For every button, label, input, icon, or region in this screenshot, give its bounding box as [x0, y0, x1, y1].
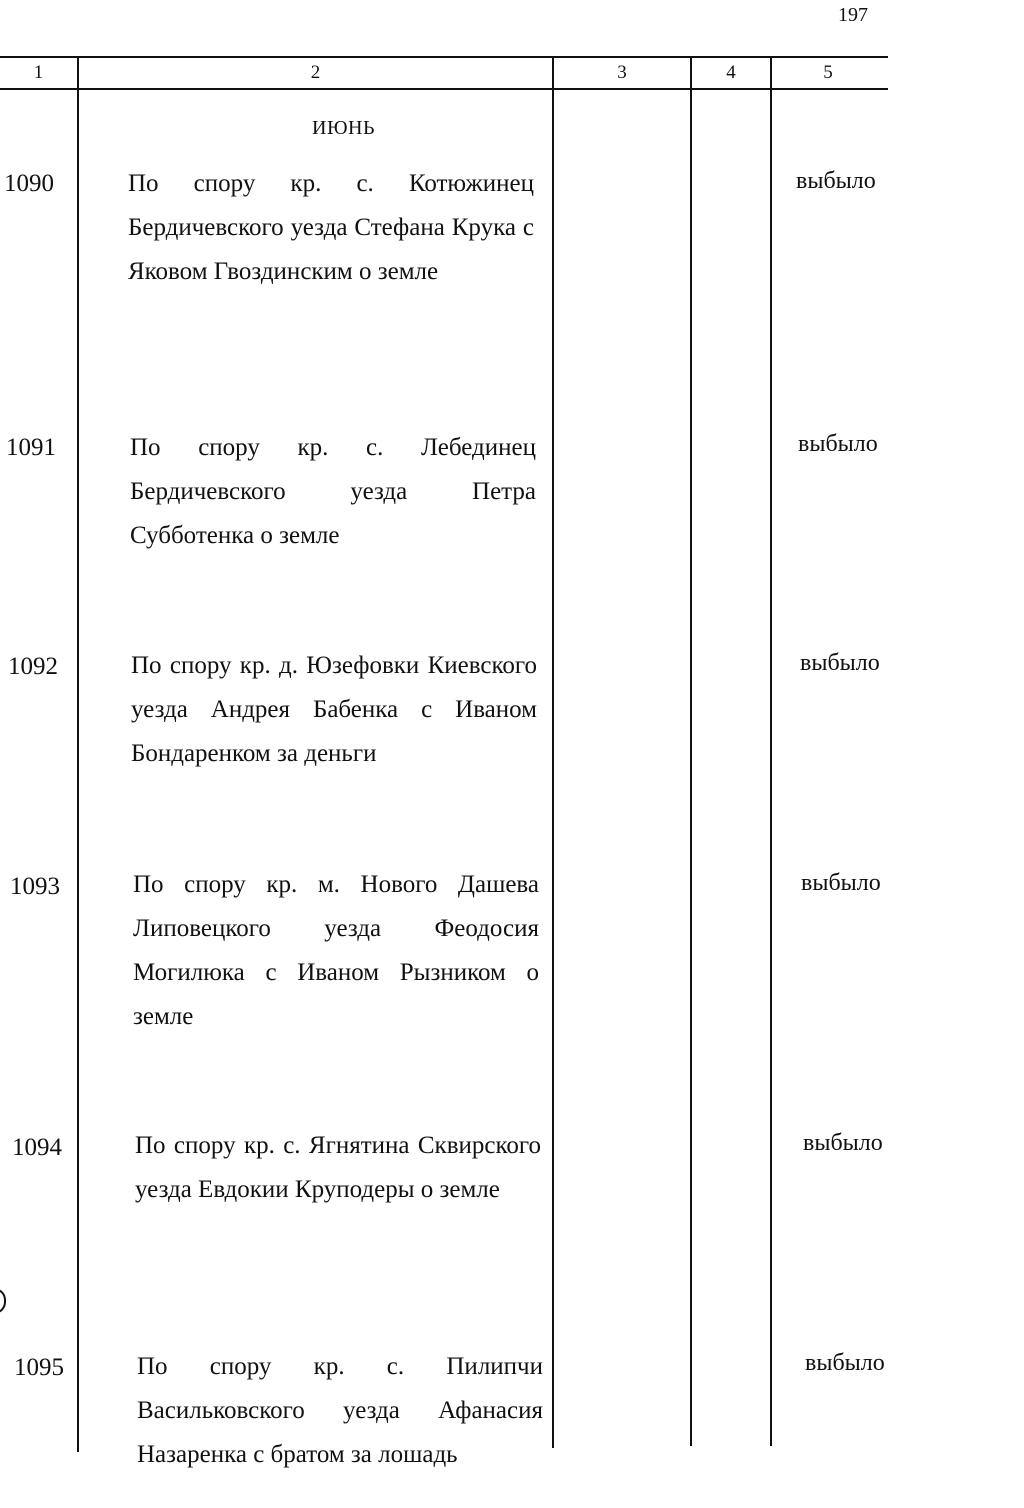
column-header-5: 5: [823, 62, 833, 83]
entry-number: 1092: [8, 653, 58, 680]
entry-status: выбыло: [798, 431, 878, 457]
entry-description: По спору кр. с. Пилипчи Васильковского уезда Афанасия Назаренка с братом за лошадь: [137, 1353, 543, 1468]
column-header-2: 2: [310, 62, 321, 83]
entry-description: По спору кр. с. Котюжинец Бердичевского уезда Стефана Крука с Яковом Гвоздинским о земле: [128, 170, 534, 285]
entry-description: По спору кр. с. Ягнятина Сквирского уезда Евдокии Круподеры о земле: [135, 1132, 541, 1203]
entry-description: По спору кр. с. Лебединец Бердичевского уезда Петра Субботенка о земле: [130, 434, 536, 549]
entry-description: По спору кр. м. Нового Дашева Липовецкого уезда Феодосия Могилюка с Иваном Рызником о земле: [133, 871, 539, 1030]
entry-status: выбыло: [801, 870, 881, 896]
column-divider-1: [77, 56, 79, 1452]
column-divider-3: [690, 56, 692, 1446]
entry-status: выбыло: [796, 168, 876, 194]
column-divider-4: [770, 56, 772, 1446]
column-header-3: 3: [617, 62, 627, 83]
entry-status: выбыло: [803, 1130, 883, 1156]
table-top-rule: [0, 56, 888, 58]
column-header-4: 4: [726, 62, 736, 83]
entry-number: 1091: [6, 434, 56, 461]
entry-number: 1095: [14, 1354, 64, 1381]
column-header-1: 1: [33, 62, 44, 83]
month-heading: ИЮНЬ: [312, 117, 375, 139]
entry-status: выбыло: [805, 1350, 885, 1376]
scan-mark: [0, 1288, 6, 1314]
entry-description: По спору кр. д. Юзефовки Киевского уезда Андрея Бабенка с Иваном Бондаренком за деньги: [131, 652, 537, 767]
entry-status: выбыло: [800, 650, 880, 676]
entry-number: 1094: [12, 1134, 62, 1161]
entry-number: 1090: [4, 170, 54, 197]
page-number: 197: [838, 4, 868, 26]
header-bottom-rule: [0, 88, 888, 90]
entry-number: 1093: [10, 873, 60, 900]
column-divider-2: [552, 56, 554, 1448]
